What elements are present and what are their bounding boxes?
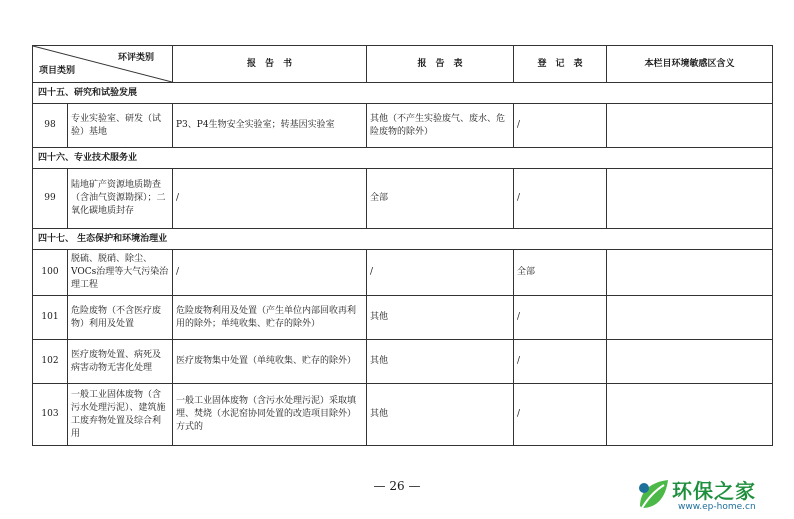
section-row (33, 229, 773, 250)
header-project-category: 项目类别 (39, 66, 76, 76)
report-book-cell: / (173, 169, 367, 229)
row-number: 99 (33, 169, 68, 229)
report-book-cell: 医疗废物集中处置（单纯收集、贮存的除外） (173, 340, 367, 384)
table-row (33, 169, 773, 229)
register-cell: / (514, 340, 607, 384)
diagonal-header-cell (33, 46, 173, 83)
table-row (33, 340, 773, 384)
report-book-cell: 一般工业固体废物（含污水处理污泥）采取填埋、焚烧（水泥窑协同处置的改造项目除外）方式的 (173, 384, 367, 446)
row-number: 102 (33, 340, 68, 384)
sensitive-area-cell (607, 340, 773, 384)
project-category: 危险废物（不含医疗废物）利用及处置 (68, 296, 173, 340)
register-cell: / (514, 384, 607, 446)
row-number: 103 (33, 384, 68, 446)
sensitive-area-cell (607, 169, 773, 229)
table-row (33, 250, 773, 296)
report-form-cell: 全部 (367, 169, 514, 229)
report-book-cell: P3、P4生物安全实验室；转基因实验室 (173, 104, 367, 148)
page-number: — 26 — (373, 479, 421, 493)
watermark-logo (634, 474, 784, 518)
row-number: 101 (33, 296, 68, 340)
section-row (33, 148, 773, 169)
report-form-cell: 其他 (367, 384, 514, 446)
report-form-cell: 其他（不产生实验废气、废水、危险废物的除外） (367, 104, 514, 148)
register-cell: / (514, 296, 607, 340)
sensitive-area-cell (607, 250, 773, 296)
row-number: 100 (33, 250, 68, 296)
report-book-cell: 危险废物利用及处置（产生单位内部回收再利用的除外；单纯收集、贮存的除外） (173, 296, 367, 340)
section-title: 四十七、 生态保护和环境治理业 (33, 229, 773, 250)
sensitive-area-cell (607, 384, 773, 446)
report-form-cell: 其他 (367, 296, 514, 340)
section-title: 四十六、专业技术服务业 (33, 148, 773, 169)
sensitive-area-cell (607, 104, 773, 148)
project-category: 陆地矿产资源地质勘查（含油气资源勘探）；二氧化碳地质封存 (68, 169, 173, 229)
row-number: 98 (33, 104, 68, 148)
register-cell: 全部 (514, 250, 607, 296)
project-category: 一般工业固体废物（含污水处理污泥）、建筑施工废弃物处置及综合利用 (68, 384, 173, 446)
project-category: 医疗废物处置、病死及病害动物无害化处理 (68, 340, 173, 384)
register-cell: / (514, 104, 607, 148)
table-row (33, 296, 773, 340)
eia-classification-table (32, 45, 773, 446)
report-book-cell: / (173, 250, 367, 296)
watermark-url: www.ep-home.cn (678, 502, 756, 512)
project-category: 专业实验室、研发（试验）基地 (68, 104, 173, 148)
section-row (33, 83, 773, 104)
leaf-icon (634, 476, 672, 514)
table-row (33, 384, 773, 446)
register-cell: / (514, 169, 607, 229)
header-report-form: 报 告 表 (367, 46, 514, 83)
project-category: 脱硫、脱硝、除尘、VOCs治理等大气污染治理工程 (68, 250, 173, 296)
table-header-row (33, 46, 773, 83)
table-row (33, 104, 773, 148)
header-eia-category: 环评类别 (117, 53, 154, 63)
header-report-book: 报 告 书 (173, 46, 367, 83)
report-form-cell: 其他 (367, 340, 514, 384)
header-register-form: 登 记 表 (514, 46, 607, 83)
sensitive-area-cell (607, 296, 773, 340)
section-title: 四十五、研究和试验发展 (33, 83, 773, 104)
report-form-cell: / (367, 250, 514, 296)
header-sensitive-area: 本栏目环境敏感区含义 (607, 46, 773, 83)
watermark-name: 环保之家 (672, 479, 756, 503)
